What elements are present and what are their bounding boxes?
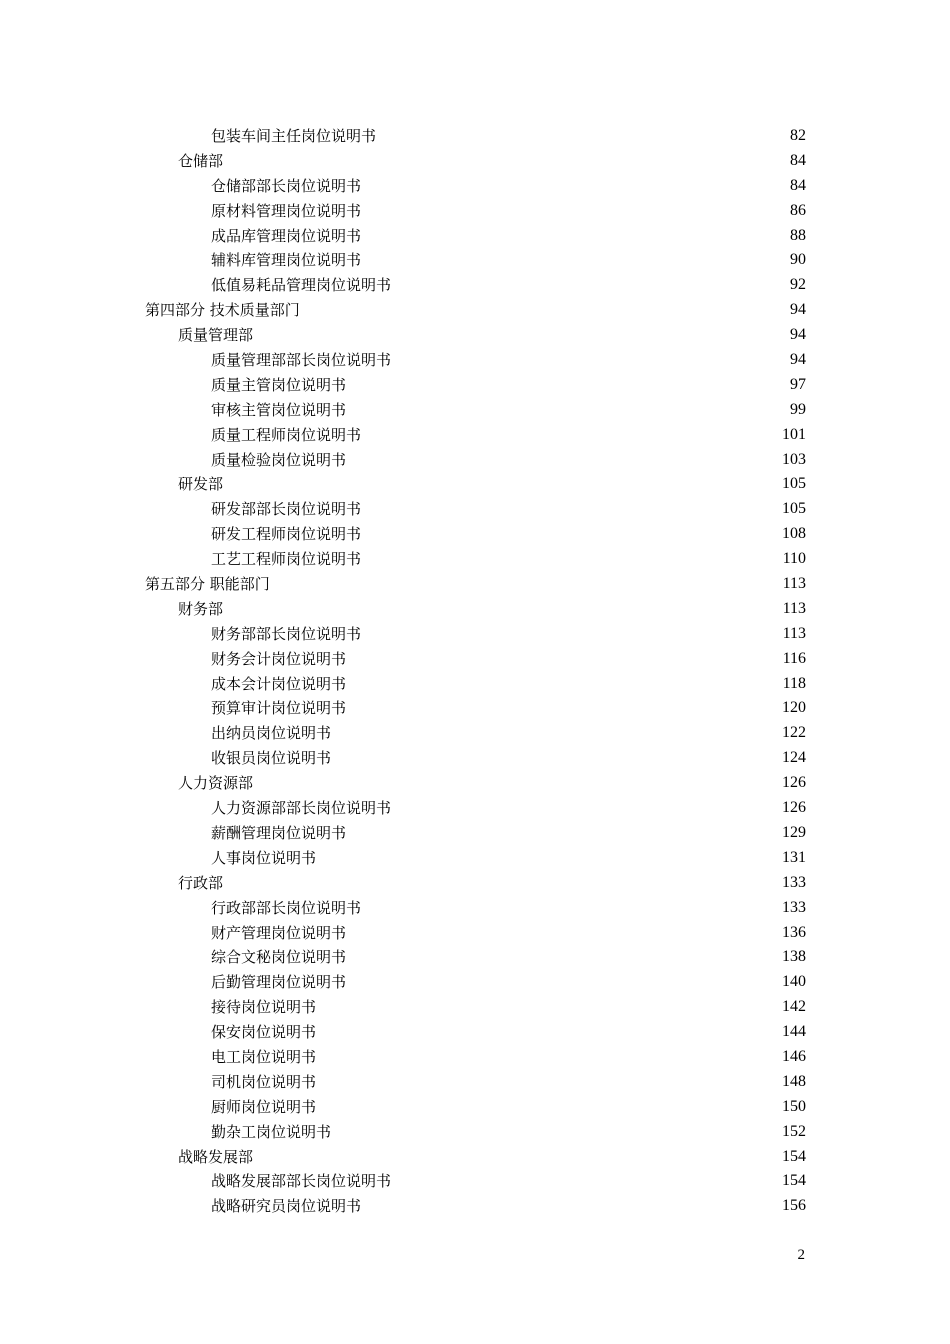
toc-entry-title: 成本会计岗位说明书 bbox=[211, 674, 347, 693]
toc-entry-title: 厨师岗位说明书 bbox=[211, 1097, 317, 1116]
toc-entry-page-number: 138 bbox=[782, 948, 806, 966]
toc-entry-page-number: 156 bbox=[782, 1197, 806, 1215]
toc-entry-title: 人事岗位说明书 bbox=[211, 848, 317, 867]
toc-entry-title: 出纳员岗位说明书 bbox=[211, 724, 332, 743]
toc-position-entry[interactable] bbox=[145, 398, 806, 423]
toc-entry-page-number: 142 bbox=[782, 998, 806, 1016]
table-of-contents bbox=[145, 124, 806, 1219]
toc-department-entry[interactable] bbox=[145, 472, 806, 497]
toc-position-entry[interactable] bbox=[145, 547, 806, 572]
toc-entry-page-number: 133 bbox=[782, 898, 806, 916]
toc-position-entry[interactable] bbox=[145, 945, 806, 970]
toc-entry-page-number: 94 bbox=[790, 326, 806, 344]
toc-entry-title: 研发部 bbox=[178, 475, 224, 494]
toc-position-entry[interactable] bbox=[145, 1045, 806, 1070]
toc-entry-title: 人力资源部部长岗位说明书 bbox=[211, 799, 392, 818]
toc-entry-page-number: 113 bbox=[782, 599, 806, 617]
toc-position-entry[interactable] bbox=[145, 199, 806, 224]
toc-entry-page-number: 84 bbox=[790, 151, 806, 169]
toc-entry-title: 工艺工程师岗位说明书 bbox=[211, 550, 362, 569]
toc-position-entry[interactable] bbox=[145, 1095, 806, 1120]
toc-position-entry[interactable] bbox=[145, 896, 806, 921]
toc-entry-page-number: 136 bbox=[782, 923, 806, 941]
toc-entry-title: 保安岗位说明书 bbox=[211, 1023, 317, 1042]
toc-department-entry[interactable] bbox=[145, 871, 806, 896]
toc-entry-page-number: 113 bbox=[782, 575, 806, 593]
toc-entry-page-number: 103 bbox=[782, 450, 806, 468]
toc-part-entry[interactable] bbox=[145, 298, 806, 323]
toc-part-entry[interactable] bbox=[145, 572, 806, 597]
toc-entry-title: 质量检验岗位说明书 bbox=[211, 450, 347, 469]
toc-entry-title: 预算审计岗位说明书 bbox=[211, 699, 347, 718]
toc-entry-title: 成品库管理岗位说明书 bbox=[211, 226, 362, 245]
toc-entry-page-number: 126 bbox=[782, 774, 806, 792]
toc-entry-title: 包装车间主任岗位说明书 bbox=[211, 127, 377, 145]
toc-entry-page-number: 97 bbox=[790, 375, 806, 393]
toc-entry-page-number: 131 bbox=[782, 848, 806, 866]
toc-entry-page-number: 92 bbox=[790, 276, 806, 294]
toc-entry-title: 质量管理部 bbox=[178, 326, 254, 345]
toc-entry-page-number: 82 bbox=[790, 127, 806, 144]
toc-department-entry[interactable] bbox=[145, 771, 806, 796]
toc-entry-title: 司机岗位说明书 bbox=[211, 1072, 317, 1091]
toc-entry-page-number: 108 bbox=[782, 525, 806, 543]
toc-position-entry[interactable] bbox=[145, 1194, 806, 1219]
toc-entry-page-number: 88 bbox=[790, 226, 806, 244]
toc-entry-title: 第五部分 职能部门 bbox=[145, 575, 270, 594]
toc-entry-page-number: 94 bbox=[790, 351, 806, 369]
toc-entry-page-number: 152 bbox=[782, 1122, 806, 1140]
toc-entry-page-number: 133 bbox=[782, 873, 806, 891]
toc-entry-page-number: 154 bbox=[782, 1172, 806, 1190]
toc-entry-title: 研发部部长岗位说明书 bbox=[211, 500, 362, 519]
toc-entry-title: 接待岗位说明书 bbox=[211, 998, 317, 1017]
page-number: 2 bbox=[797, 1247, 805, 1263]
toc-position-entry[interactable] bbox=[145, 497, 806, 522]
toc-entry-title: 薪酬管理岗位说明书 bbox=[211, 823, 347, 842]
toc-entry-page-number: 140 bbox=[782, 973, 806, 991]
toc-entry-page-number: 116 bbox=[782, 649, 806, 667]
toc-position-entry[interactable] bbox=[145, 174, 806, 199]
toc-entry-title: 财务部 bbox=[178, 599, 224, 618]
toc-position-entry[interactable] bbox=[145, 373, 806, 398]
toc-entry-page-number: 124 bbox=[782, 749, 806, 767]
toc-position-entry[interactable] bbox=[145, 995, 806, 1020]
toc-position-entry[interactable] bbox=[145, 1020, 806, 1045]
toc-entry-title: 财务部部长岗位说明书 bbox=[211, 624, 362, 643]
toc-position-entry[interactable] bbox=[145, 1120, 806, 1145]
toc-entry-page-number: 110 bbox=[782, 550, 806, 568]
toc-entry-title: 综合文秘岗位说明书 bbox=[211, 948, 347, 967]
toc-entry-title: 第四部分 技术质量部门 bbox=[145, 301, 300, 320]
toc-position-entry[interactable] bbox=[145, 124, 806, 149]
toc-position-entry[interactable] bbox=[145, 721, 806, 746]
toc-position-entry[interactable] bbox=[145, 647, 806, 672]
toc-entry-page-number: 86 bbox=[790, 201, 806, 219]
toc-entry-page-number: 113 bbox=[782, 624, 806, 642]
toc-position-entry[interactable] bbox=[145, 248, 806, 273]
toc-entry-page-number: 105 bbox=[782, 475, 806, 493]
toc-position-entry[interactable] bbox=[145, 746, 806, 771]
toc-entry-page-number: 126 bbox=[782, 799, 806, 817]
toc-entry-page-number: 101 bbox=[782, 425, 806, 443]
toc-department-entry[interactable] bbox=[145, 1145, 806, 1170]
toc-entry-page-number: 90 bbox=[790, 251, 806, 269]
toc-position-entry[interactable] bbox=[145, 821, 806, 846]
toc-entry-page-number: 154 bbox=[782, 1147, 806, 1165]
toc-entry-title: 研发工程师岗位说明书 bbox=[211, 525, 362, 544]
toc-entry-title: 财务会计岗位说明书 bbox=[211, 649, 347, 668]
toc-entry-title: 财产管理岗位说明书 bbox=[211, 923, 347, 942]
toc-position-entry[interactable] bbox=[145, 796, 806, 821]
toc-entry-page-number: 146 bbox=[782, 1047, 806, 1065]
toc-position-entry[interactable] bbox=[145, 970, 806, 995]
toc-position-entry[interactable] bbox=[145, 672, 806, 697]
toc-entry-title: 低值易耗品管理岗位说明书 bbox=[211, 276, 392, 295]
toc-position-entry[interactable] bbox=[145, 1070, 806, 1095]
toc-department-entry[interactable] bbox=[145, 149, 806, 174]
toc-entry-title: 质量主管岗位说明书 bbox=[211, 375, 347, 394]
toc-entry-title: 原材料管理岗位说明书 bbox=[211, 201, 362, 220]
toc-entry-title: 辅料库管理岗位说明书 bbox=[211, 251, 362, 270]
toc-entry-page-number: 99 bbox=[790, 400, 806, 418]
toc-entry-page-number: 118 bbox=[782, 674, 806, 692]
toc-position-entry[interactable] bbox=[145, 348, 806, 373]
toc-department-entry[interactable] bbox=[145, 323, 806, 348]
toc-entry-title: 行政部部长岗位说明书 bbox=[211, 898, 362, 917]
toc-entry-title: 人力资源部 bbox=[178, 774, 254, 793]
toc-position-entry[interactable] bbox=[145, 423, 806, 448]
toc-entry-page-number: 129 bbox=[782, 823, 806, 841]
toc-position-entry[interactable] bbox=[145, 224, 806, 249]
toc-position-entry[interactable] bbox=[145, 273, 806, 298]
toc-entry-title: 电工岗位说明书 bbox=[211, 1047, 317, 1066]
toc-entry-title: 勤杂工岗位说明书 bbox=[211, 1122, 332, 1141]
toc-entry-title: 后勤管理岗位说明书 bbox=[211, 973, 347, 992]
toc-entry-title: 审核主管岗位说明书 bbox=[211, 400, 347, 419]
toc-entry-title: 仓储部 bbox=[178, 151, 224, 170]
toc-position-entry[interactable] bbox=[145, 1169, 806, 1194]
toc-entry-page-number: 144 bbox=[782, 1023, 806, 1041]
toc-entry-title: 质量管理部部长岗位说明书 bbox=[211, 351, 392, 370]
toc-entry-title: 战略研究员岗位说明书 bbox=[211, 1197, 362, 1216]
toc-entry-page-number: 148 bbox=[782, 1072, 806, 1090]
toc-entry-title: 行政部 bbox=[178, 873, 224, 892]
toc-entry-page-number: 94 bbox=[790, 301, 806, 319]
toc-position-entry[interactable] bbox=[145, 622, 806, 647]
toc-position-entry[interactable] bbox=[145, 522, 806, 547]
toc-entry-title: 质量工程师岗位说明书 bbox=[211, 425, 362, 444]
toc-entry-page-number: 122 bbox=[782, 724, 806, 742]
toc-entry-title: 收银员岗位说明书 bbox=[211, 749, 332, 768]
toc-position-entry[interactable] bbox=[145, 448, 806, 473]
toc-position-entry[interactable] bbox=[145, 696, 806, 721]
toc-entry-page-number: 84 bbox=[790, 176, 806, 194]
toc-position-entry[interactable] bbox=[145, 921, 806, 946]
toc-entry-title: 战略发展部部长岗位说明书 bbox=[211, 1172, 392, 1191]
toc-entry-page-number: 105 bbox=[782, 500, 806, 518]
toc-position-entry[interactable] bbox=[145, 846, 806, 871]
toc-department-entry[interactable] bbox=[145, 597, 806, 622]
toc-entry-title: 仓储部部长岗位说明书 bbox=[211, 176, 362, 195]
toc-entry-title: 战略发展部 bbox=[178, 1147, 254, 1166]
toc-entry-page-number: 150 bbox=[782, 1097, 806, 1115]
toc-entry-page-number: 120 bbox=[782, 699, 806, 717]
